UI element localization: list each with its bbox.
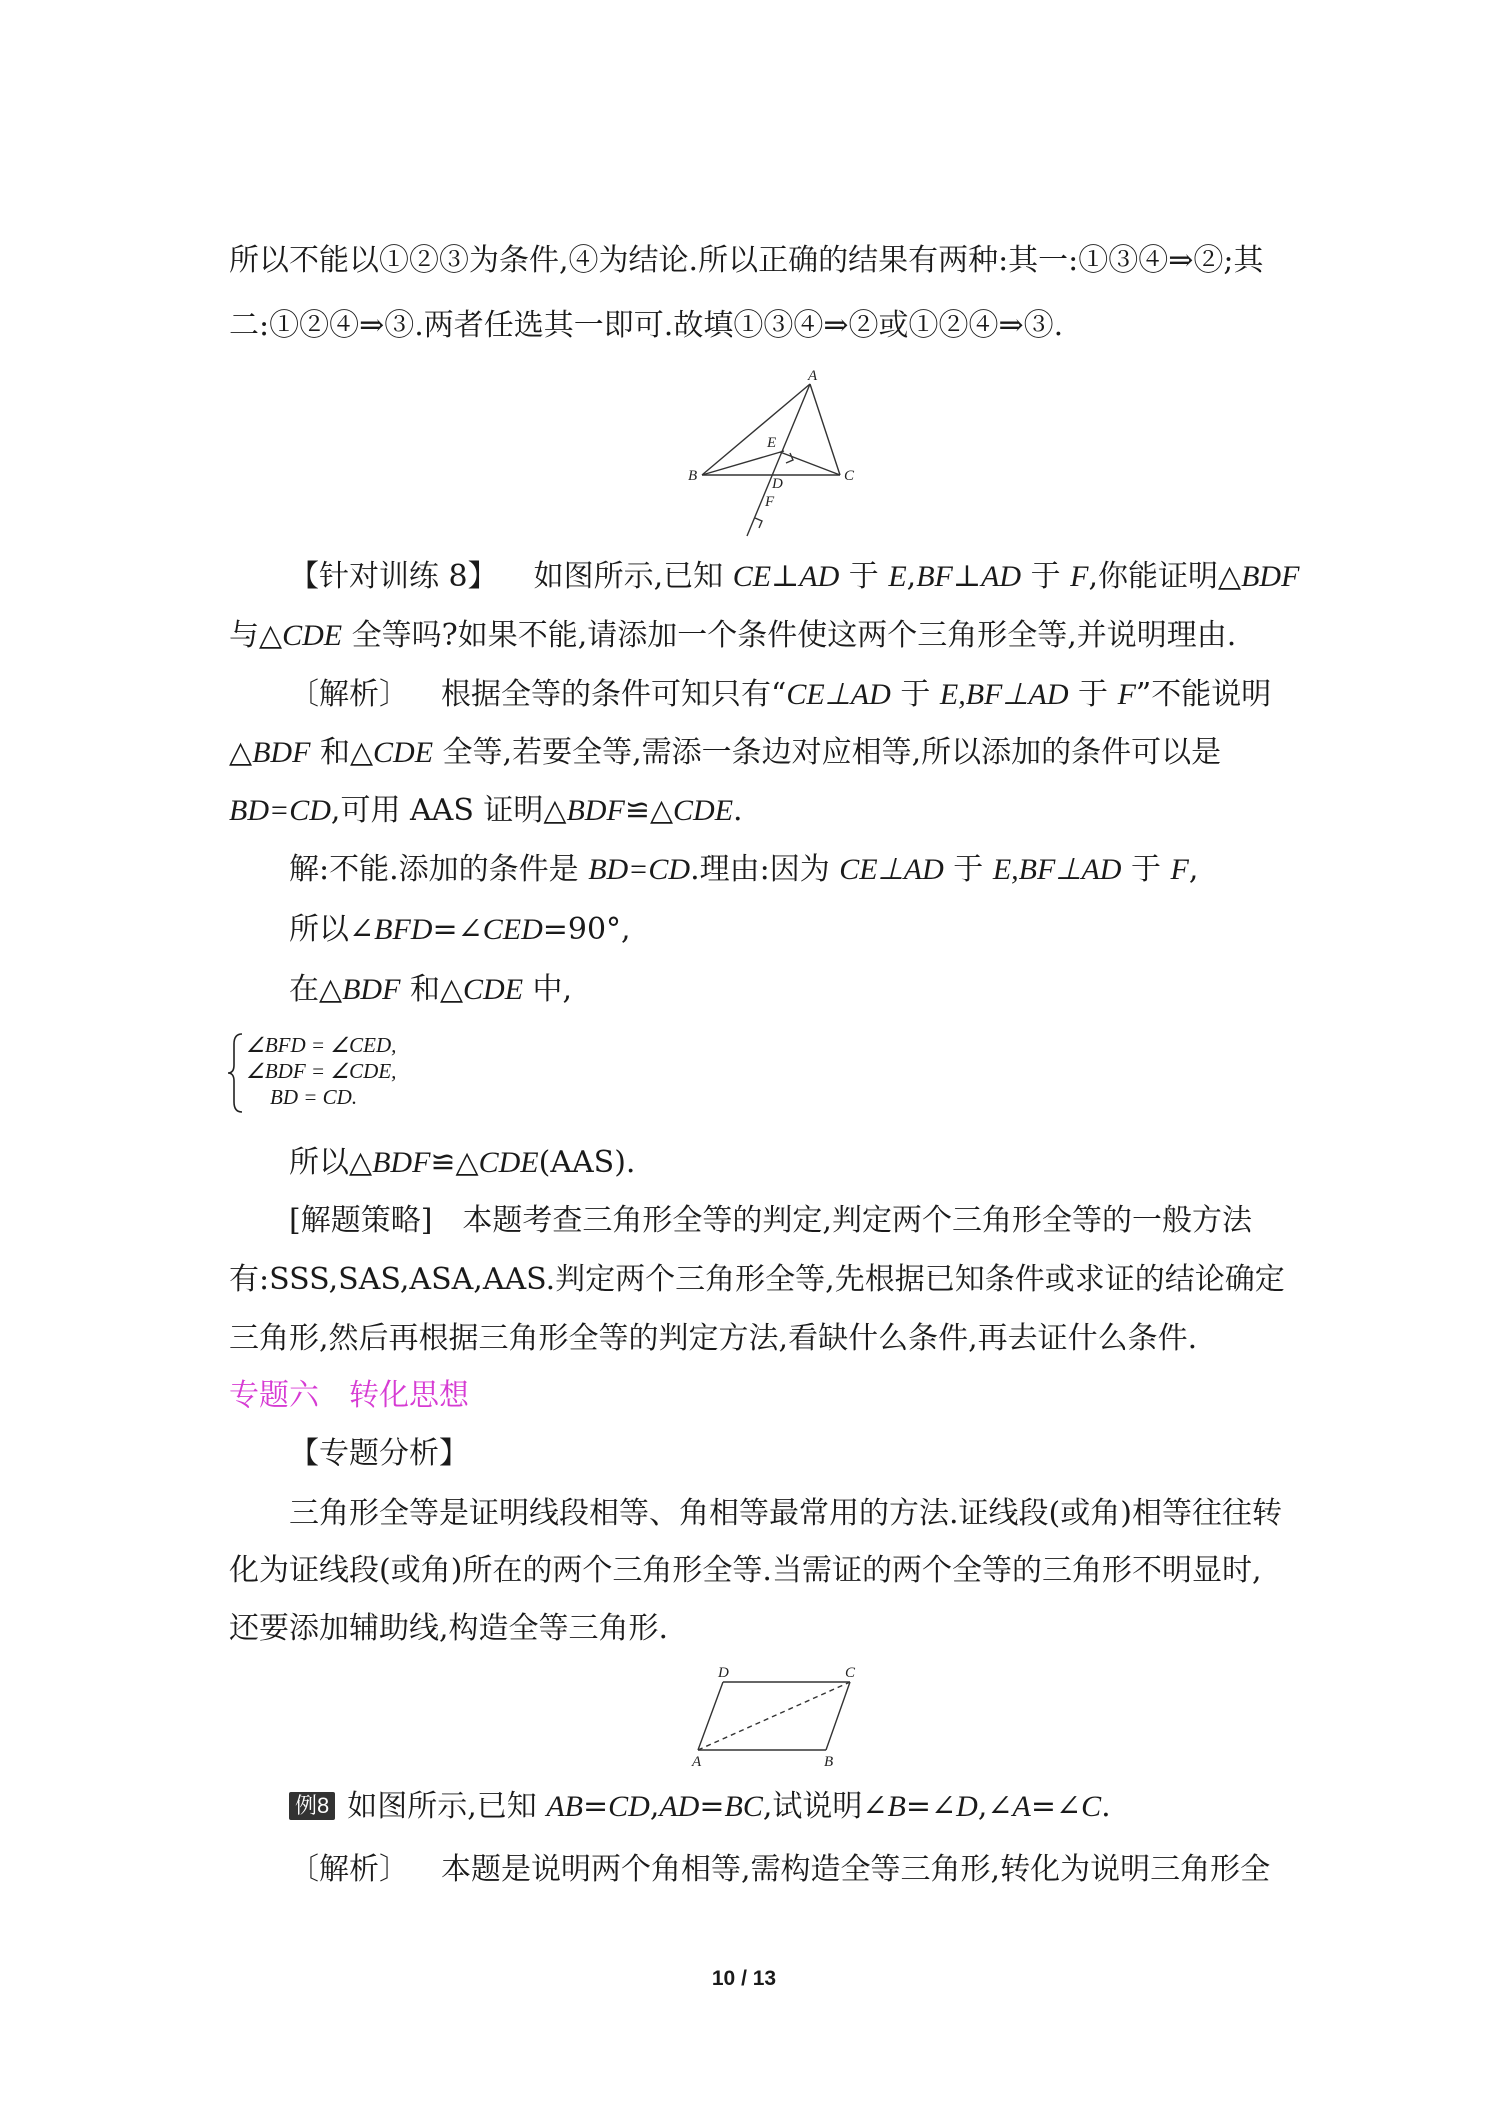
train-bracket: 【针对训练 8】 bbox=[289, 559, 498, 594]
solution-line-3: 在△BDF 和△CDE 中, bbox=[289, 972, 573, 1007]
label-C: C bbox=[844, 468, 855, 484]
segment-CE bbox=[780, 452, 840, 475]
equation-system bbox=[226, 1032, 426, 1114]
topic-line-1: 三角形全等是证明线段相等、角相等最常用的方法.证线段(或角)相等往往转 bbox=[289, 1496, 1282, 1531]
segment-AB bbox=[702, 384, 810, 475]
left-brace bbox=[226, 1032, 246, 1114]
text-line: 所以不能以①②③为条件,④为结论.所以正确的结果有两种:其一:①③④⇒②;其 bbox=[229, 243, 1264, 278]
train-line-2: 与△CDE 全等吗?如果不能,请添加一个条件使这两个三角形全等,并说明理由. bbox=[229, 618, 1237, 653]
label-A: A bbox=[692, 1754, 702, 1768]
label-D: D bbox=[772, 476, 783, 492]
example-line: 例8 如图所示,已知 AB=CD,AD=BC,试说明∠B=∠D,∠A=∠C. bbox=[289, 1787, 1111, 1827]
parallelogram-figure bbox=[680, 1664, 880, 1768]
right-angle-mark-F bbox=[755, 518, 762, 528]
strategy-line-1: [解题策略] 本题考查三角形全等的判定,判定两个三角形全等的一般方法 bbox=[289, 1203, 1252, 1238]
solution-line-1: 解:不能.添加的条件是 BD=CD.理由:因为 CE⊥AD 于 E,BF⊥AD 于 F, bbox=[289, 852, 1199, 887]
label-A: A bbox=[808, 368, 818, 384]
triangle-figure bbox=[680, 368, 870, 548]
diagonal-AC bbox=[698, 1682, 850, 1750]
label-F: F bbox=[765, 494, 775, 510]
analysis2-line: 〔解析〕 本题是说明两个角相等,需构造全等三角形,转化为说明三角形全 bbox=[289, 1852, 1271, 1887]
solution-line-4: 所以△BDF≌△CDE(AAS). bbox=[289, 1145, 636, 1180]
equation-1: ∠BFD = ∠CED, bbox=[246, 1033, 397, 1057]
topic-line-2: 化为证线段(或角)所在的两个三角形全等.当需证的两个全等的三角形不明显时, bbox=[229, 1553, 1262, 1588]
text-line: 二:①②④⇒③.两者任选其一即可.故填①③④⇒②或①②④⇒③. bbox=[229, 308, 1064, 343]
equation-2: ∠BDF = ∠CDE, bbox=[246, 1059, 397, 1083]
label-B: B bbox=[824, 1754, 834, 1768]
example-badge: 例8 bbox=[289, 1792, 335, 1820]
train-line-1: 【针对训练 8】 如图所示,已知 CE⊥AD 于 E,BF⊥AD 于 F,你能证明△BDF bbox=[289, 559, 1300, 594]
topic-heading: 专题六 转化思想 bbox=[229, 1378, 469, 1413]
label-E: E bbox=[767, 435, 777, 451]
equation-3: BD = CD. bbox=[270, 1085, 358, 1109]
segment-AC bbox=[810, 384, 840, 475]
page-number: 10 / 13 bbox=[711, 1967, 777, 1990]
strategy-line-3: 三角形,然后再根据三角形全等的判定方法,看缺什么条件,再去证什么条件. bbox=[229, 1321, 1198, 1356]
label-B: B bbox=[688, 468, 698, 484]
topic-subheading: 【专题分析】 bbox=[289, 1436, 469, 1471]
topic-line-3: 还要添加辅助线,构造全等三角形. bbox=[229, 1611, 669, 1646]
analysis-line-1: 〔解析〕 根据全等的条件可知只有“CE⊥AD 于 E,BF⊥AD 于 F”不能说明 bbox=[289, 677, 1272, 712]
strategy-line-2: 有:SSS,SAS,ASA,AAS.判定两个三角形全等,先根据已知条件或求证的结论确定 bbox=[229, 1262, 1285, 1297]
label-D: D bbox=[718, 1665, 729, 1681]
analysis-label: 〔解析〕 bbox=[289, 677, 409, 712]
analysis-label: 〔解析〕 bbox=[289, 1852, 409, 1887]
segment-AD bbox=[698, 1682, 723, 1750]
segment-BE bbox=[702, 451, 784, 475]
analysis-line-2: △BDF 和△CDE 全等,若要全等,需添一条边对应相等,所以添加的条件可以是 bbox=[229, 735, 1222, 770]
segment-BC bbox=[826, 1682, 850, 1750]
label-C: C bbox=[845, 1665, 856, 1681]
solution-line-2: 所以∠BFD=∠CED=90°, bbox=[289, 912, 631, 947]
analysis-line-3: BD=CD,可用 AAS 证明△BDF≌△CDE. bbox=[229, 793, 743, 828]
